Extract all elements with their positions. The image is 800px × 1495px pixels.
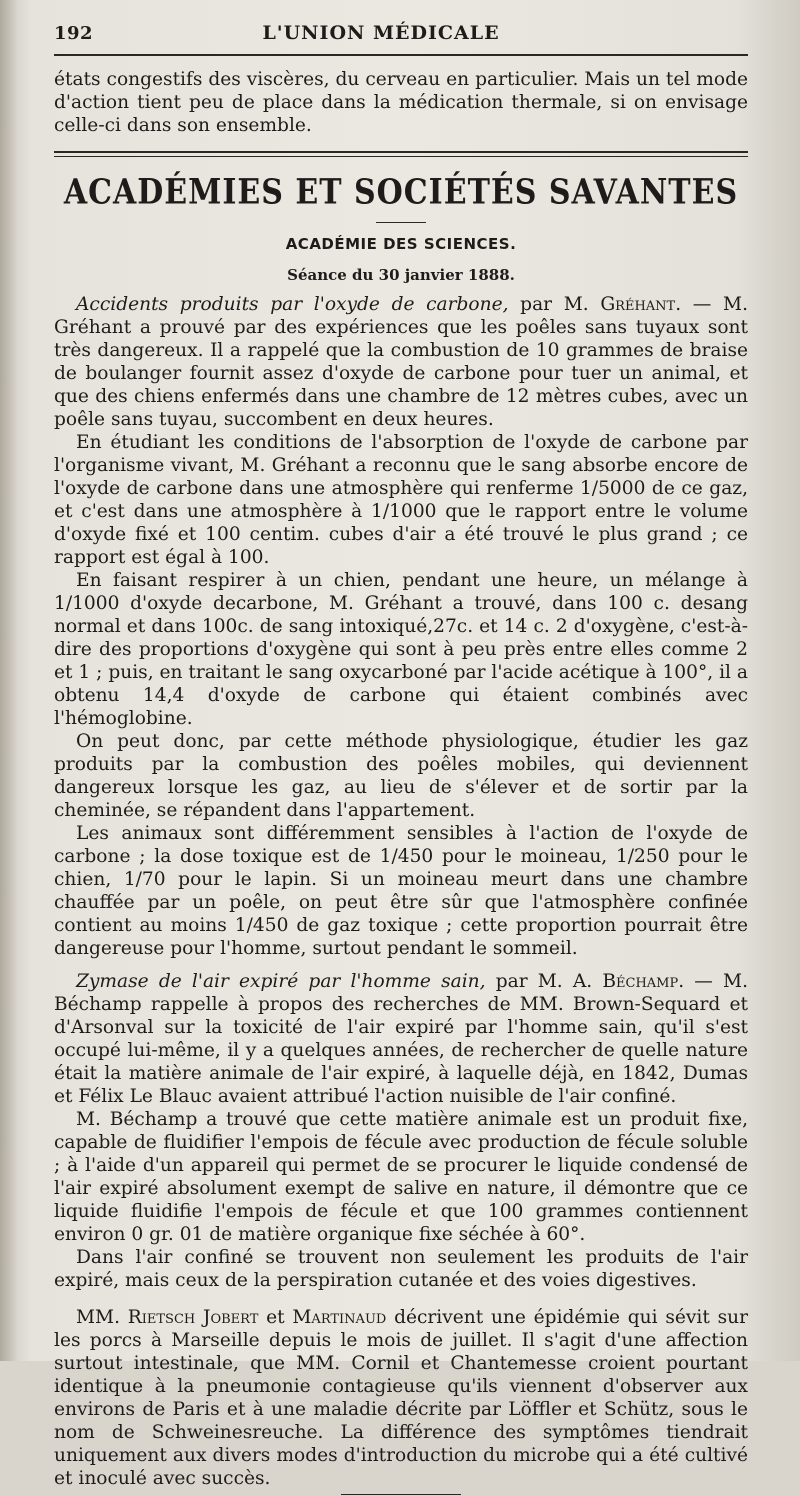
section-title: ACADÉMIES ET SOCIÉTÉS SAVANTES	[63, 172, 739, 213]
author-name: Martinaud	[292, 1307, 387, 1328]
page-number: 192	[54, 23, 94, 44]
paragraph: Les animaux sont différemment sensibles à l'action de l'oxyde de carbone ; la dose toxique est de 1/450 pour le moineau, 1/250 pour le chien, 1/70 pour le lapin. Si un moineau meurt dans une chambre chauffée par un poêle, on peut être sûr que l'atmosphère confinée contient au moins 1/450 de gaz toxique ; cette proportion pourrait être dangereuse pour l'homme, surtout pendant le sommeil.	[54, 823, 748, 959]
paragraph: M. Béchamp a trouvé que cette matière animale est un produit fixe, capable de fluidifier l'empois de fécule avec production de fécule soluble ; à l'aide d'un appareil qui permet de se procurer le liquide condensé de l'air expiré absolument exempt de salive en nature, il démontre que ce liquide fluidifie l'empois de fécule et que 100 grammes contiennent environ 0 gr. 01 de matière organique fixe séchée à 60°.	[54, 1109, 748, 1245]
academy-subtitle: ACADÉMIE DES SCIENCES.	[285, 235, 517, 253]
article-lead-text: décrivent une épidémie qui sévit sur les porcs à Marseille depuis le mois de juillet. Il s'agit d'une affection surtout intestinale, que MM. Cornil et Chantemesse croient pourtant identique à la pneumonie contagieuse qu'ils viennent d'observer aux environs de Paris et à une maladie décrite par Löffler et Schütz, sous le nom de Schweinesreuche. La différence des symptômes tiendrait uniquement aux divers modes d'introduction du microbe qui a été cultivé et inoculé avec succès.	[54, 1307, 748, 1489]
article-lead-text: . — M. Béchamp rappelle à propos des recherches de MM. Brown-Sequard et d'Arsonval sur la toxicité de l'air expiré par l'homme sain, qu'il s'est occupé lui-même, il y a quelques années, de rechercher de quelle nature était la matière animale de l'air expiré, à laquelle déjà, en 1842, Dumas et Félix Le Blauc avaient attribué l'action nuisible de l'air confiné.	[54, 971, 748, 1107]
intro-paragraph: états congestifs des viscères, du cerveau en particulier. Mais un tel mode d'action tient peu de place dans la médication thermale, si on envisage celle-ci dans son ensemble.	[54, 69, 748, 136]
paragraph: Dans l'air confiné se trouvent non seulement les produits de l'air expiré, mais ceux de la perspiration cutanée et des voies digestives.	[54, 1247, 748, 1291]
author-name: Béchamp	[602, 971, 679, 992]
header-rule	[54, 54, 748, 56]
journal-title: L'UNION MÉDICALE	[262, 22, 500, 44]
article-heading: Zymase de l'air expiré par l'homme sain,	[76, 971, 486, 992]
author-name: Gréhant	[600, 294, 676, 315]
page-body	[54, 68, 748, 1495]
title-rule	[376, 222, 426, 223]
article-rietsch-lead	[54, 1306, 748, 1490]
paragraph: En étudiant les conditions de l'absorption de l'oxyde de carbone par l'organisme vivant, M. Gréhant a reconnu que le sang absorbe encore de l'oxyde de carbone dans une atmosphère qui renferme 1/5000 de ce gaz, et c'est dans une atmosphère à 1/1000 que le rapport entre le volume d'oxyde fixé et 100 centim. cubes d'air a été trouvé le plus grand ; ce rapport est égal à 100.	[54, 432, 748, 568]
author-joiner: et	[258, 1307, 293, 1328]
author-name: Rietsch Jobert	[127, 1307, 259, 1328]
session-date: Séance du 30 janvier 1888.	[287, 266, 515, 284]
running-header	[54, 22, 748, 48]
section-divider	[54, 151, 748, 157]
article-grehant-lead	[54, 293, 748, 431]
binding-shadow	[0, 0, 18, 1361]
article-lead-text: . — M. Gréhant a prouvé par des expériences que les poêles sans tuyaux sont très dangereux. Il a rappelé que la combustion de 10 grammes de braise de boulanger fournit assez d'oxyde de carbone pour tuer un animal, et que des chiens enfermés dans une chambre de 12 mètres cubes, avec un poêle sans tuyau, succombent en deux heures.	[54, 294, 749, 430]
author-prefix: par M.	[508, 294, 601, 315]
paragraph: On peut donc, par cette méthode physiologique, étudier les gaz produits par la combustion des poêles mobiles, qui deviennent dangereux lorsque les gaz, au lieu de s'élever et de sortir par la cheminée, se répandent dans l'appartement.	[54, 731, 748, 821]
article-heading: Accidents produits par l'oxyde de carbone,	[76, 294, 509, 315]
author-prefix: MM.	[76, 1307, 128, 1328]
paragraph: En faisant respirer à un chien, pendant une heure, un mélange à 1/1000 d'oxyde decarbone, M. Gréhant a trouvé, dans 100 c. desang normal et dans 100c. de sang intoxiqué,27c. et 14 c. 2 d'oxygène, c'est-à-dire des proportions d'oxygène qui sont à peu près entre elles comme 2 et 1 ; puis, en traitant le sang oxycarboné par l'acide acétique à 100°, il a obtenu 14,4 d'oxyde de carbone qui étaient combinés avec l'hémoglobine.	[54, 570, 748, 729]
article-bechamp-lead	[54, 970, 748, 1108]
author-prefix: par M. A.	[485, 971, 603, 992]
